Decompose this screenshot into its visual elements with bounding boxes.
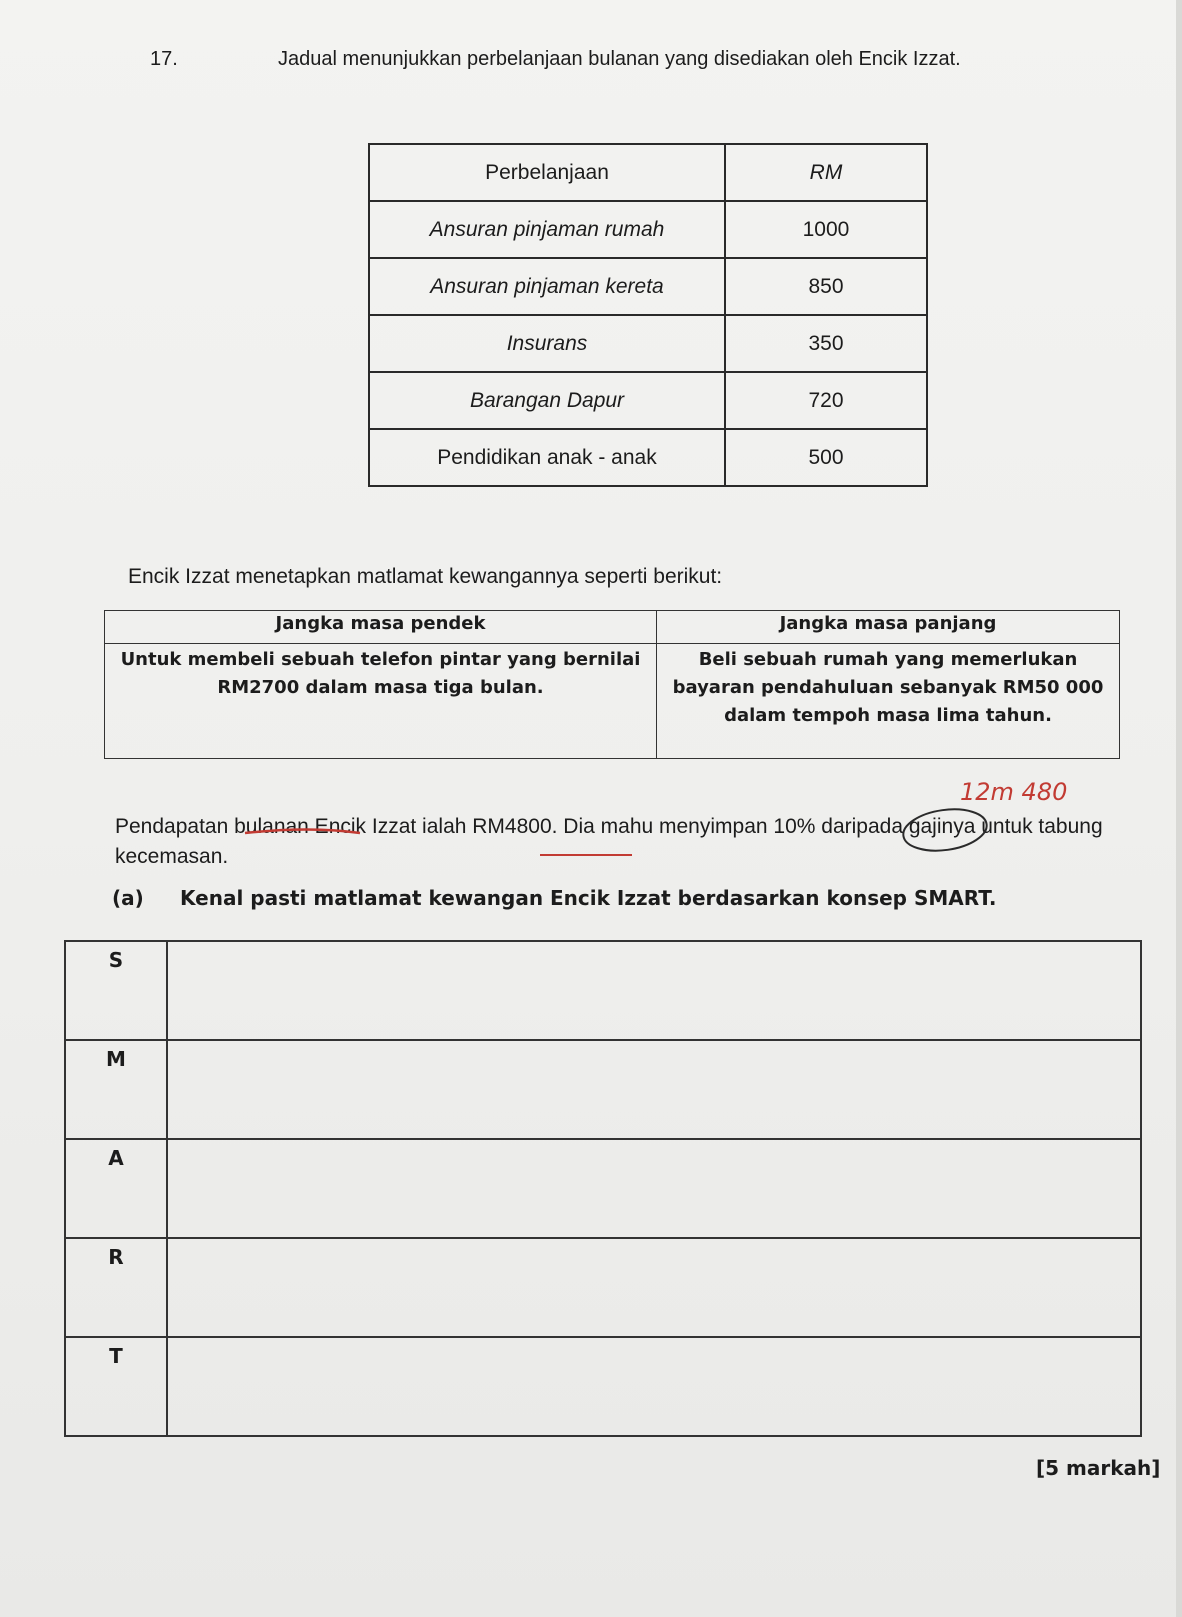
smart-letter: T (65, 1337, 167, 1436)
smart-answer-table (64, 940, 1142, 1437)
income-paragraph: Pendapatan bulanan Encik Izzat ialah RM4800. Dia mahu menyimpan 10% daripada gajinya untuk tabung kecemasan. (115, 815, 1103, 868)
smart-row (65, 1238, 1141, 1337)
expense-amount: 1000 (725, 201, 927, 258)
short-term-goal: Untuk membeli sebuah telefon pintar yang bernilai RM2700 dalam masa tiga bulan. (105, 644, 657, 759)
goals-intro: Encik Izzat menetapkan matlamat kewangannya seperti berikut: (128, 565, 723, 588)
expense-item: Ansuran pinjaman kereta (369, 258, 725, 315)
underline-mark (245, 830, 360, 834)
expense-amount: 350 (725, 315, 927, 372)
smart-row (65, 1139, 1141, 1238)
part-a-question: Kenal pasti matlamat kewangan Encik Izzat berdasarkan konsep SMART. (180, 886, 997, 910)
smart-row (65, 1040, 1141, 1139)
answer-cell[interactable] (167, 941, 1141, 1040)
expense-item: Insurans (369, 315, 725, 372)
handwritten-note: 12m 480 (960, 778, 1068, 806)
smart-row (65, 1337, 1141, 1436)
answer-cell[interactable] (167, 1337, 1141, 1436)
short-term-header: Jangka masa pendek (105, 611, 657, 644)
smart-letter: R (65, 1238, 167, 1337)
expense-amount: 500 (725, 429, 927, 486)
answer-cell[interactable] (167, 1139, 1141, 1238)
answer-cell[interactable] (167, 1040, 1141, 1139)
question-title: Jadual menunjukkan perbelanjaan bulanan yang disediakan oleh Encik Izzat. (278, 48, 961, 70)
expense-item: Barangan Dapur (369, 372, 725, 429)
expense-item: Ansuran pinjaman rumah (369, 201, 725, 258)
marks-label: [5 markah] (1036, 1456, 1161, 1480)
smart-letter: A (65, 1139, 167, 1238)
expense-amount: 720 (725, 372, 927, 429)
circle-mark (901, 804, 990, 855)
part-a-label: (a) (112, 886, 144, 910)
smart-row (65, 941, 1141, 1040)
expense-header-rm: RM (725, 144, 927, 201)
smart-letter: M (65, 1040, 167, 1139)
answer-cell[interactable] (167, 1238, 1141, 1337)
smart-letter: S (65, 941, 167, 1040)
expense-header-item: Perbelanjaan (369, 144, 725, 201)
question-number: 17. (150, 48, 178, 70)
expense-item: Pendidikan anak - anak (369, 429, 725, 486)
expense-amount: 850 (725, 258, 927, 315)
long-term-goal: Beli sebuah rumah yang memerlukan bayaran pendahuluan sebanyak RM50 000 dalam tempoh masa lima tahun. (657, 644, 1120, 759)
long-term-header: Jangka masa panjang (657, 611, 1120, 644)
